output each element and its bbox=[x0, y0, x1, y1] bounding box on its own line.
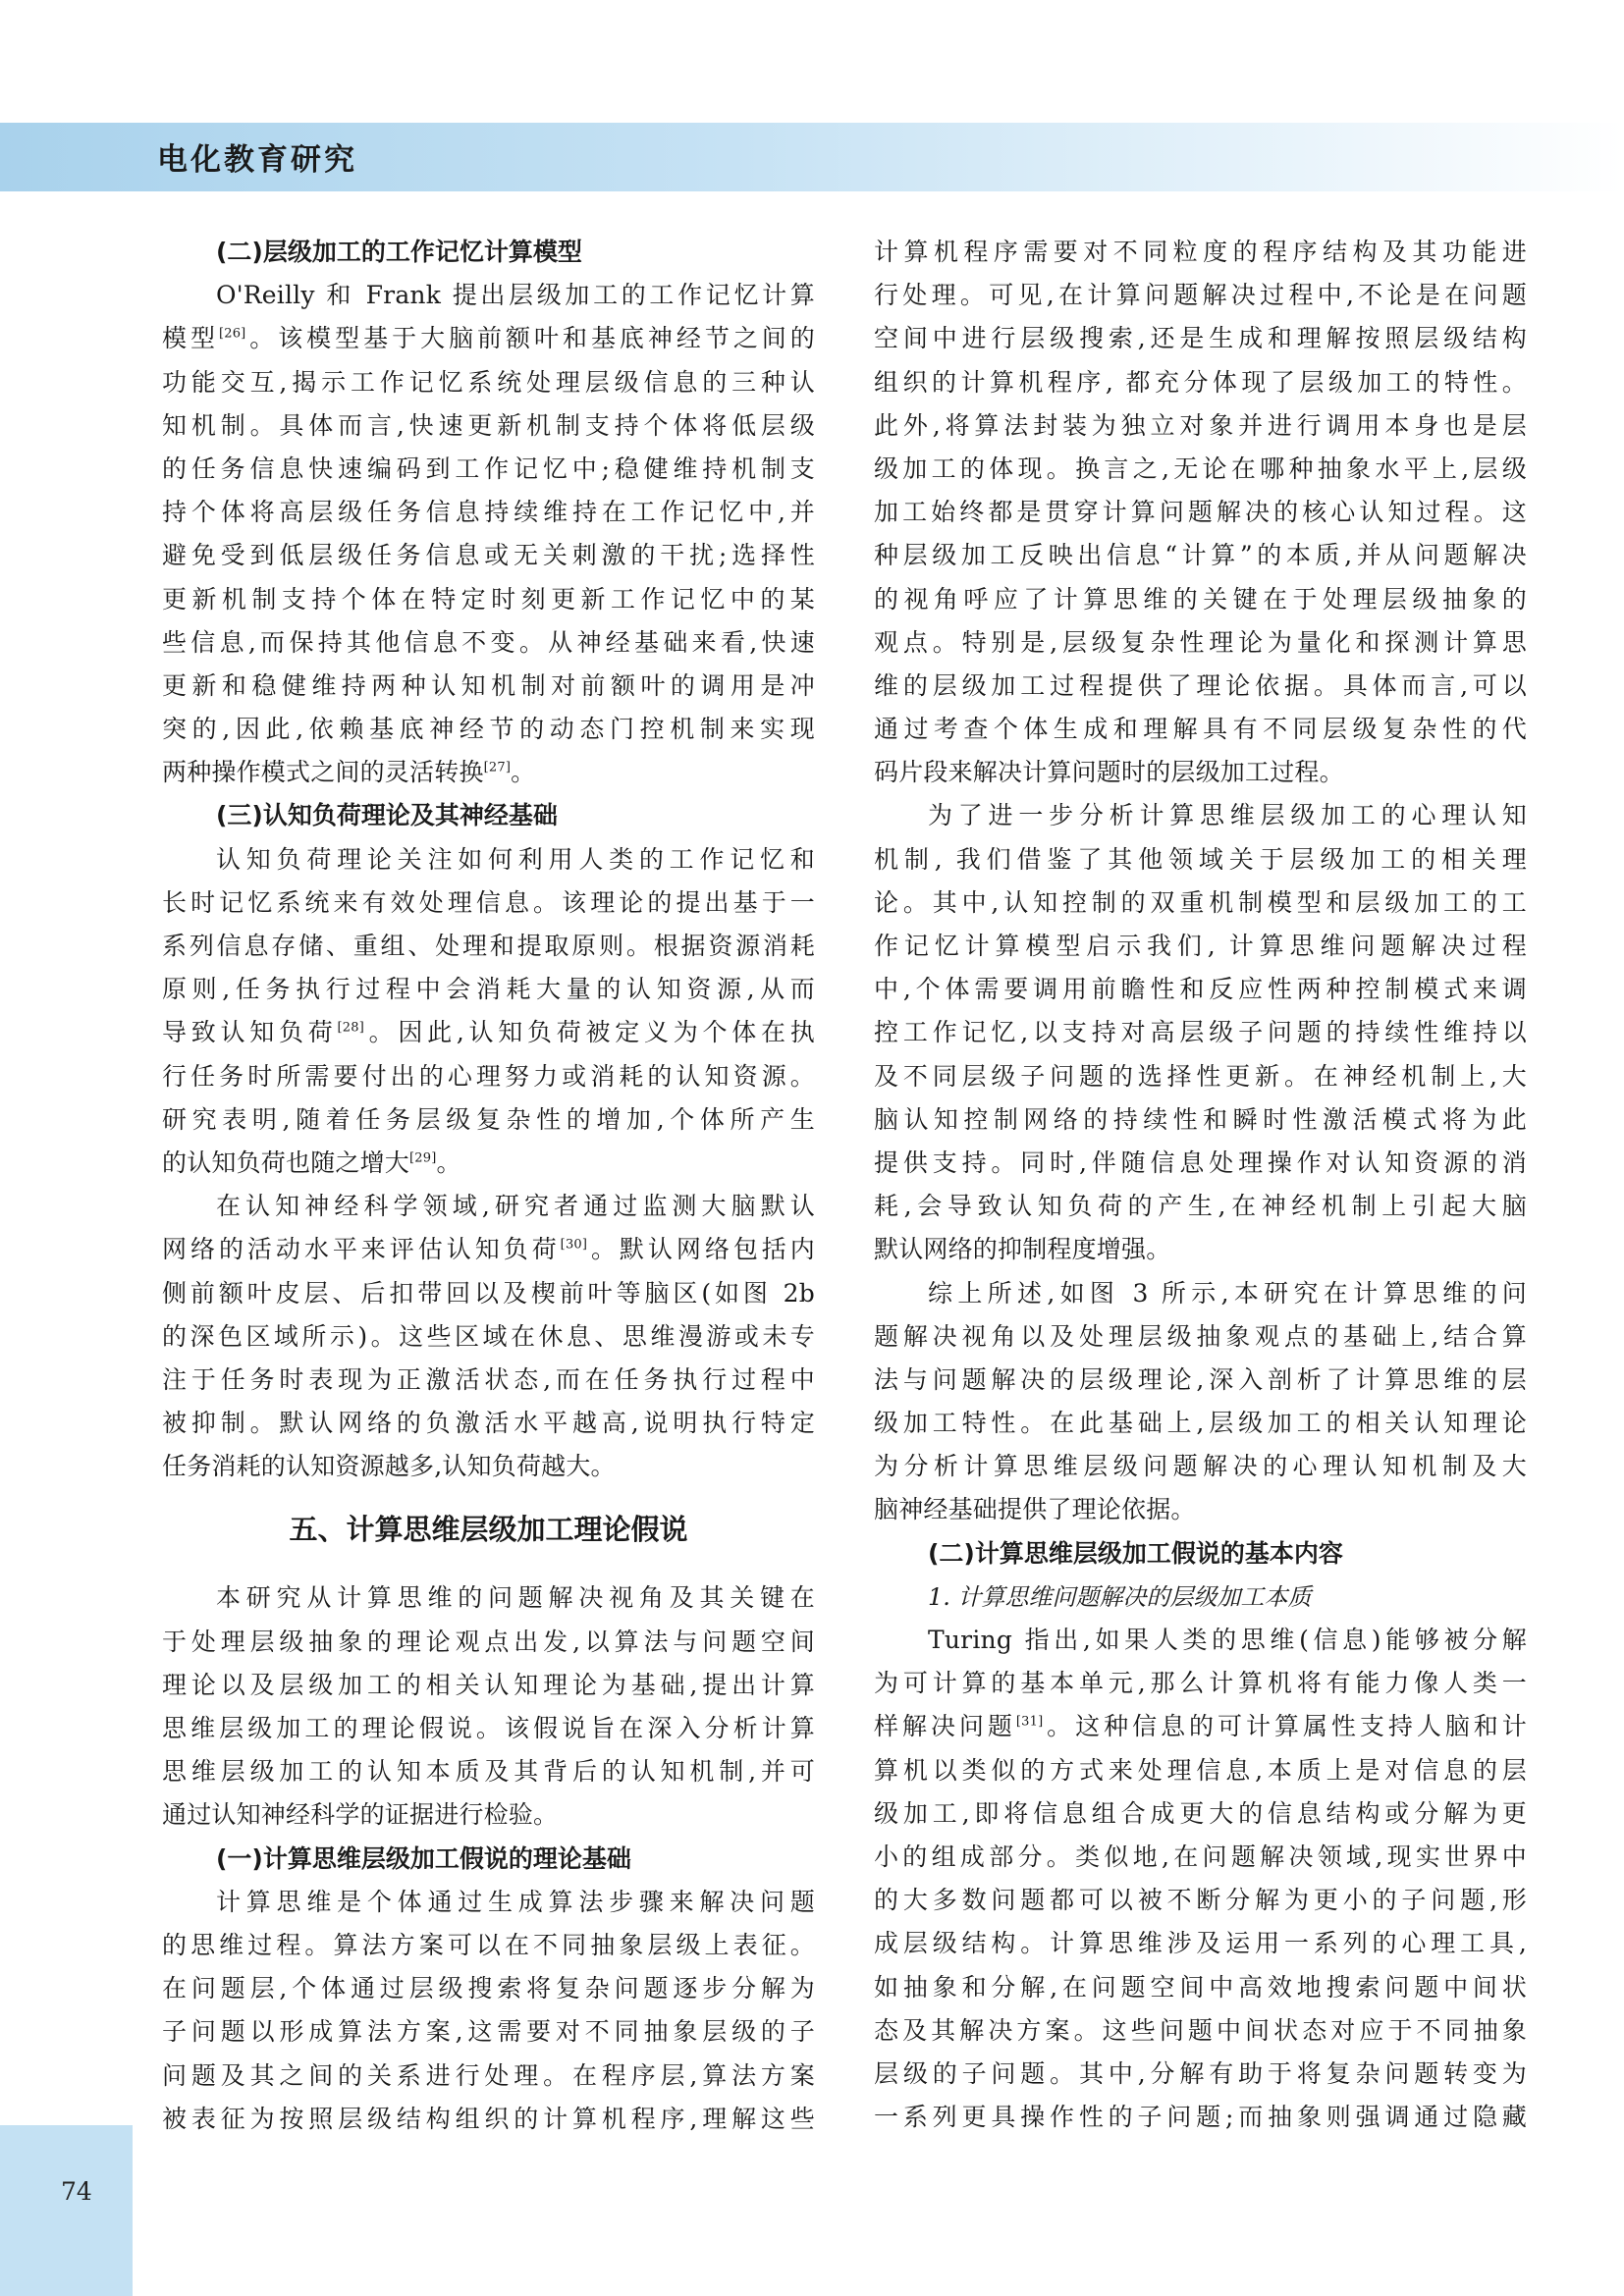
right-column bbox=[874, 231, 1527, 2139]
section-subheading: (二)层级加工的工作记忆计算模型 bbox=[216, 238, 582, 266]
text-line: 的大多数问题都可以被不断分解为更小的子问题,形 bbox=[874, 1886, 1527, 1915]
text-line: 行处理。可见,在计算问题解决过程中,不论是在问题 bbox=[874, 281, 1527, 310]
section-subheading: (三)认知负荷理论及其神经基础 bbox=[216, 801, 558, 830]
text-line: 理论以及层级加工的相关认知理论为基础,提出计算 bbox=[162, 1670, 815, 1699]
text-fragment: 模型 bbox=[162, 324, 219, 353]
text-line: 组织的计算机程序, 都充分体现了层级加工的特性。 bbox=[874, 367, 1527, 397]
text-line: 持个体将高层级任务信息持续维持在工作记忆中,并 bbox=[162, 498, 815, 527]
text-line: 原则,任务执行过程中会消耗大量的认知资源,从而 bbox=[162, 975, 815, 1004]
text-line: 级加工特性。在此基础上,层级加工的相关认知理论 bbox=[874, 1409, 1527, 1438]
text-line: 通过考查个体生成和理解具有不同层级复杂性的代 bbox=[874, 715, 1527, 744]
text-line: 级加工,即将信息组合成更大的信息结构或分解为更 bbox=[874, 1798, 1527, 1828]
text-line: 的深色区域所示)。这些区域在休息、思维漫游或未专 bbox=[162, 1321, 815, 1351]
text-line: 小的组成部分。类似地,在问题解决领域,现实世界中 bbox=[874, 1842, 1527, 1871]
text-line: 提供支持。同时,伴随信息处理操作对认知资源的消 bbox=[874, 1148, 1527, 1177]
text-line: 作记忆计算模型启示我们, 计算思维问题解决过程 bbox=[874, 932, 1527, 960]
text-line bbox=[874, 1705, 1527, 1748]
text-line: 题解决视角以及处理层级抽象观点的基础上,结合算 bbox=[874, 1321, 1527, 1351]
text-line: 系列信息存储、重组、处理和提取原则。根据资源消耗 bbox=[162, 932, 815, 960]
text-line: 问题及其之间的关系进行处理。在程序层,算法方案 bbox=[162, 2060, 815, 2090]
text-line: 空间中进行层级搜索,还是生成和理解按照层级结构 bbox=[874, 324, 1527, 353]
text-line: 维的层级加工过程提供了理论依据。具体而言,可以 bbox=[874, 670, 1527, 700]
text-line: O'Reilly 和 Frank 提出层级加工的工作记忆计算 bbox=[216, 281, 815, 310]
citation-ref: [29] bbox=[409, 1150, 437, 1166]
text-line bbox=[162, 751, 815, 794]
journal-title: 电化教育研究 bbox=[157, 142, 357, 178]
text-line: 一系列更具操作性的子问题;而抽象则强调通过隐藏 bbox=[874, 2103, 1527, 2132]
text-line: 计算机程序需要对不同粒度的程序结构及其功能进 bbox=[874, 238, 1527, 266]
text-line: 论。其中,认知控制的双重机制模型和层级加工的工 bbox=[874, 887, 1527, 917]
text-line: 任务消耗的认知资源越多,认知负荷越大。 bbox=[162, 1452, 616, 1481]
text-fragment: 导致认知负荷 bbox=[162, 1018, 338, 1047]
text-line: 为可计算的基本单元,那么计算机将有能力像人类一 bbox=[874, 1669, 1527, 1698]
text-line: 些信息,而保持其他信息不变。从神经基础来看,快速 bbox=[162, 627, 815, 657]
text-line: 为分析计算思维层级问题解决的心理认知机制及大 bbox=[874, 1452, 1527, 1481]
text-line: 默认网络的抑制程度增强。 bbox=[874, 1235, 1171, 1264]
text-line: 子问题以形成算法方案,这需要对不同抽象层级的子 bbox=[162, 2017, 815, 2047]
text-line: 突的,因此,依赖基底神经节的动态门控机制来实现 bbox=[162, 715, 815, 744]
section-heading: 五、计算思维层级加工理论假说 bbox=[289, 1513, 688, 1547]
text-line: 控工作记忆,以支持对高层级子问题的持续性维持以 bbox=[874, 1018, 1527, 1047]
text-line bbox=[162, 1142, 815, 1185]
text-line: 中,个体需要调用前瞻性和反应性两种控制模式来调 bbox=[874, 975, 1527, 1004]
text-line: 于处理层级抽象的理论观点出发,以算法与问题空间 bbox=[162, 1627, 815, 1656]
text-line: 思维层级加工的认知本质及其背后的认知机制,并可 bbox=[162, 1757, 815, 1787]
text-line: 注于任务时表现为正激活状态,而在任务执行过程中 bbox=[162, 1364, 815, 1394]
citation-ref: [28] bbox=[337, 1021, 365, 1037]
text-fragment: 。该模型基于大脑前额叶和基底神经节之间的 bbox=[245, 324, 815, 353]
text-line: 的视角呼应了计算思维的关键在于处理层级抽象的 bbox=[874, 584, 1527, 614]
text-line: 避免受到低层级任务信息或无关刺激的干扰;选择性 bbox=[162, 541, 815, 570]
text-fragment: 。默认网络包括内 bbox=[587, 1235, 815, 1264]
text-line: 码片段来解决计算问题时的层级加工过程。 bbox=[874, 758, 1344, 787]
text-line: 的任务信息快速编码到工作记忆中;稳健维持机制支 bbox=[162, 454, 815, 483]
text-line: 加工始终都是贯穿计算问题解决的核心认知过程。这 bbox=[874, 498, 1527, 527]
text-line: 脑神经基础提供了理论依据。 bbox=[874, 1495, 1196, 1524]
citation-ref: [26] bbox=[218, 327, 246, 343]
text-line: 研究表明,随着任务层级复杂性的增加,个体所产生 bbox=[162, 1104, 815, 1134]
text-fragment: 网络的活动水平来评估认知负荷 bbox=[162, 1235, 561, 1264]
text-fragment: 。 bbox=[436, 1148, 461, 1177]
citation-ref: [31] bbox=[1015, 1715, 1044, 1731]
section-subheading: (一)计算思维层级加工假说的理论基础 bbox=[216, 1843, 631, 1873]
text-line: 知机制。具体而言,快速更新机制支持个体将低层级 bbox=[162, 410, 815, 440]
text-fragment: 样解决问题 bbox=[874, 1712, 1016, 1741]
citation-ref: [27] bbox=[483, 760, 512, 775]
text-line bbox=[162, 317, 815, 360]
text-fragment: 。这种信息的可计算属性支持人脑和计 bbox=[1043, 1712, 1527, 1741]
subsection-title: 1. 计算思维问题解决的层级加工本质 bbox=[928, 1582, 1312, 1611]
text-line: 及不同层级子问题的选择性更新。在神经机制上,大 bbox=[874, 1061, 1527, 1091]
text-fragment: 两种操作模式之间的灵活转换 bbox=[162, 758, 484, 787]
text-line: 更新和稳健维持两种认知机制对前额叶的调用是冲 bbox=[162, 670, 815, 700]
text-line: 观点。特别是,层级复杂性理论为量化和探测计算思 bbox=[874, 627, 1527, 657]
text-line: 机制, 我们借鉴了其他领域关于层级加工的相关理 bbox=[874, 844, 1527, 874]
text-line: 长时记忆系统来有效处理信息。该理论的提出基于一 bbox=[162, 887, 815, 917]
text-line: 功能交互,揭示工作记忆系统处理层级信息的三种认 bbox=[162, 367, 815, 397]
text-line: 成层级结构。计算思维涉及运用一系列的心理工具, bbox=[874, 1929, 1527, 1958]
page-corner-band bbox=[0, 2125, 133, 2296]
section-subheading: (二)计算思维层级加工假说的基本内容 bbox=[928, 1538, 1343, 1568]
text-line: 行任务时所需要付出的心理努力或消耗的认知资源。 bbox=[162, 1061, 815, 1091]
text-line: 通过认知神经科学的证据进行检验。 bbox=[162, 1800, 559, 1830]
text-fragment: 。因此,认知负荷被定义为个体在执 bbox=[364, 1018, 815, 1047]
text-line: 为了进一步分析计算思维层级加工的心理认知 bbox=[928, 801, 1527, 830]
text-fragment: 的认知负荷也随之增大 bbox=[162, 1148, 410, 1177]
text-line: 认知负荷理论关注如何利用人类的工作记忆和 bbox=[216, 844, 815, 874]
left-column bbox=[162, 231, 815, 2141]
text-line: 种层级加工反映出信息“计算”的本质,并从问题解决 bbox=[874, 541, 1527, 570]
text-line: 被抑制。默认网络的负激活水平越高,说明执行特定 bbox=[162, 1409, 815, 1438]
text-line: 如抽象和分解,在问题空间中高效地搜索问题中间状 bbox=[874, 1972, 1527, 2002]
text-line: 本研究从计算思维的问题解决视角及其关键在 bbox=[216, 1583, 815, 1613]
text-line: Turing 指出,如果人类的思维(信息)能够被分解 bbox=[928, 1626, 1527, 1654]
text-line: 层级的子问题。其中,分解有助于将复杂问题转变为 bbox=[874, 2058, 1527, 2088]
text-line: 法与问题解决的层级理论,深入剖析了计算思维的层 bbox=[874, 1364, 1527, 1394]
text-line: 态及其解决方案。这些问题中间状态对应于不同抽象 bbox=[874, 2015, 1527, 2045]
text-line: 在问题层,个体通过层级搜索将复杂问题逐步分解为 bbox=[162, 1974, 815, 2003]
text-line bbox=[162, 1011, 815, 1054]
text-line: 此外,将算法封装为独立对象并进行调用本身也是层 bbox=[874, 410, 1527, 440]
text-fragment: 。 bbox=[511, 758, 536, 787]
text-line: 被表征为按照层级结构组织的计算机程序,理解这些 bbox=[162, 2104, 815, 2133]
text-line bbox=[162, 1228, 815, 1271]
text-line: 的思维过程。算法方案可以在不同抽象层级上表征。 bbox=[162, 1930, 815, 1959]
text-line: 级加工的体现。换言之,无论在哪种抽象水平上,层级 bbox=[874, 454, 1527, 483]
text-line: 在认知神经科学领域,研究者通过监测大脑默认 bbox=[216, 1192, 815, 1221]
text-line: 脑认知控制网络的持续性和瞬时性激活模式将为此 bbox=[874, 1104, 1527, 1134]
page-number: 74 bbox=[61, 2177, 92, 2206]
text-line: 计算思维是个体通过生成算法步骤来解决问题 bbox=[216, 1887, 815, 1916]
text-line: 综上所述,如图 3 所示,本研究在计算思维的问 bbox=[928, 1278, 1527, 1308]
text-line: 更新机制支持个体在特定时刻更新工作记忆中的某 bbox=[162, 584, 815, 614]
text-line: 思维层级加工的理论假说。该假说旨在深入分析计算 bbox=[162, 1714, 815, 1742]
citation-ref: [30] bbox=[560, 1237, 588, 1253]
text-line: 算机以类似的方式来处理信息,本质上是对信息的层 bbox=[874, 1755, 1527, 1785]
text-line: 耗,会导致认知负荷的产生,在神经机制上引起大脑 bbox=[874, 1192, 1527, 1221]
text-line: 侧前额叶皮层、后扣带回以及楔前叶等脑区(如图 2b bbox=[162, 1278, 815, 1308]
